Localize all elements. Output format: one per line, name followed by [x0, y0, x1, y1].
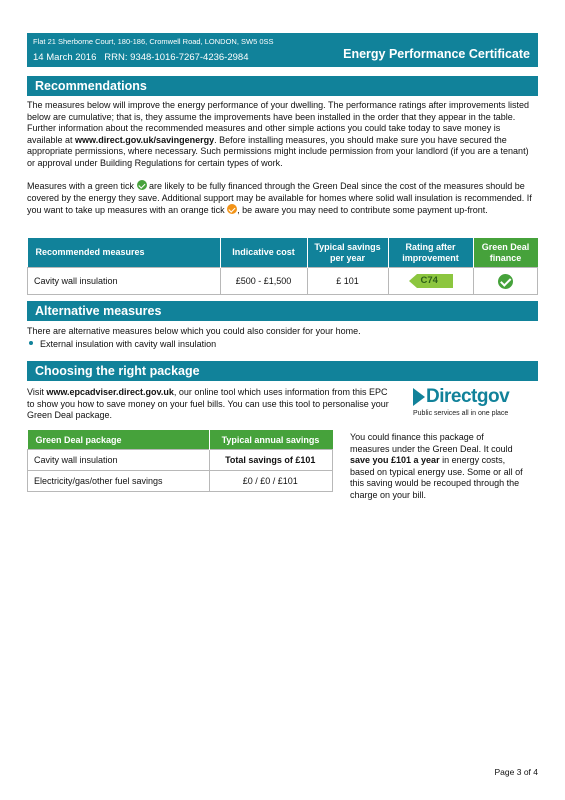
para2-text-a: Measures with a green tick — [27, 181, 137, 191]
col-recommended-measures: Recommended measures — [28, 238, 221, 268]
recommended-measures-table — [27, 238, 538, 295]
recommendations-heading-bar — [27, 76, 538, 96]
alternative-intro: There are alternative measures below which you could also consider for your home. — [27, 326, 361, 336]
package-heading: Choosing the right package — [35, 364, 200, 378]
package-label-cell: Electricity/gas/other fuel savings — [28, 471, 210, 492]
note-text-b: in energy costs, based on typical energy use. Some or all of this saving would be recouped through the charge on your bill. — [350, 455, 523, 500]
savingenergy-link[interactable]: www.direct.gov.uk/savingenergy — [75, 134, 215, 145]
directgov-arrow-icon — [413, 388, 425, 406]
package-value-cell: £0 / £0 / £101 — [209, 471, 333, 492]
alternative-heading-bar — [27, 301, 538, 321]
page-number: Page 3 of 4 — [494, 767, 538, 777]
green-tick-icon — [137, 180, 147, 190]
certificate-title: Energy Performance Certificate — [343, 47, 530, 61]
para1-text-b: . Before installing measures, you should make sure you have secured the appropriate permissions, where necessary. Such permissions might include permission from your landlord (if you are a tenant) or approval under Building Regulations for certain types of work. — [27, 134, 529, 168]
package-intro — [27, 387, 392, 422]
col-green-deal-package: Green Deal package — [28, 430, 210, 450]
table-row — [28, 450, 333, 471]
recommendations-paragraph-1 — [27, 100, 538, 169]
green-deal-cell — [473, 268, 538, 295]
rating-cell — [388, 268, 473, 295]
package-intro-a: Visit — [27, 387, 47, 397]
para2-text-c: , be aware you may need to contribute some payment up-front. — [237, 205, 488, 215]
green-deal-package-table — [27, 430, 333, 492]
property-address: Flat 21 Sherborne Court, 180-186, Cromwell Road, LONDON, SW5 0SS — [33, 37, 274, 46]
col-indicative-cost: Indicative cost — [220, 238, 307, 268]
bullet-icon — [29, 341, 33, 345]
col-typical-savings: Typical savings per year — [307, 238, 388, 268]
note-text-a: You could finance this package of measures under the Green Deal. It could — [350, 432, 513, 454]
recommendations-heading: Recommendations — [35, 79, 147, 93]
orange-tick-icon — [227, 204, 237, 214]
package-heading-bar — [27, 361, 538, 381]
savings-cell: £ 101 — [307, 268, 388, 295]
note-savings-bold: save you £101 a year — [350, 455, 440, 465]
package-intro-b: , our online tool which uses information from this EPC to show you how to save money on your fuel bills. You can use this tool to personalise your Green Deal package. — [27, 387, 389, 420]
list-item — [27, 339, 538, 351]
col-rating-after: Rating after improvement — [388, 238, 473, 268]
col-typical-annual-savings: Typical annual savings — [209, 430, 333, 450]
cost-cell: £500 - £1,500 — [220, 268, 307, 295]
recommendations-paragraph-2 — [27, 180, 538, 217]
certificate-rrn: RRN: 9348-1016-7267-4236-2984 — [104, 52, 249, 63]
green-deal-finance-note — [350, 432, 524, 501]
para1-text-a: The measures below will improve the energy performance of your dwelling. The performance ratings after improvements listed below are cumulative; that is, they assume the improvements have been installed in the order that they appear in the table. Further information about the recommended measures and other simple actions you could take today to save money is available at — [27, 100, 530, 145]
directgov-logo — [413, 386, 540, 417]
alternative-heading: Alternative measures — [35, 304, 162, 318]
col-green-deal-finance: Green Deal finance — [473, 238, 538, 268]
certificate-date: 14 March 2016 — [33, 52, 97, 63]
certificate-date-rrn — [33, 52, 248, 63]
package-label-cell: Cavity wall insulation — [28, 450, 210, 471]
total-savings-value: Total savings of £101 — [225, 455, 316, 465]
measure-cell: Cavity wall insulation — [28, 268, 221, 295]
green-tick-icon — [498, 274, 513, 289]
certificate-header — [27, 33, 538, 67]
para2-text-b: are likely to be fully financed through the Green Deal since the cost of the measures should be covered by the energy they save. Additional support may be available for homes where solid wall insulation is recommended. If you want to take up measures with an orange tick — [27, 181, 532, 215]
directgov-logo-text: Directgov — [426, 386, 510, 407]
directgov-wordmark — [413, 386, 540, 408]
rating-value: C74 — [420, 275, 438, 286]
table-row — [28, 268, 538, 295]
table-row — [28, 471, 333, 492]
alternative-item-label: External insulation with cavity wall insulation — [40, 339, 217, 349]
epcadviser-link[interactable]: www.epcadviser.direct.gov.uk — [46, 387, 174, 397]
rating-arrow-badge — [409, 274, 453, 288]
directgov-tagline: Public services all in one place — [413, 410, 509, 417]
package-value-cell — [209, 450, 333, 471]
